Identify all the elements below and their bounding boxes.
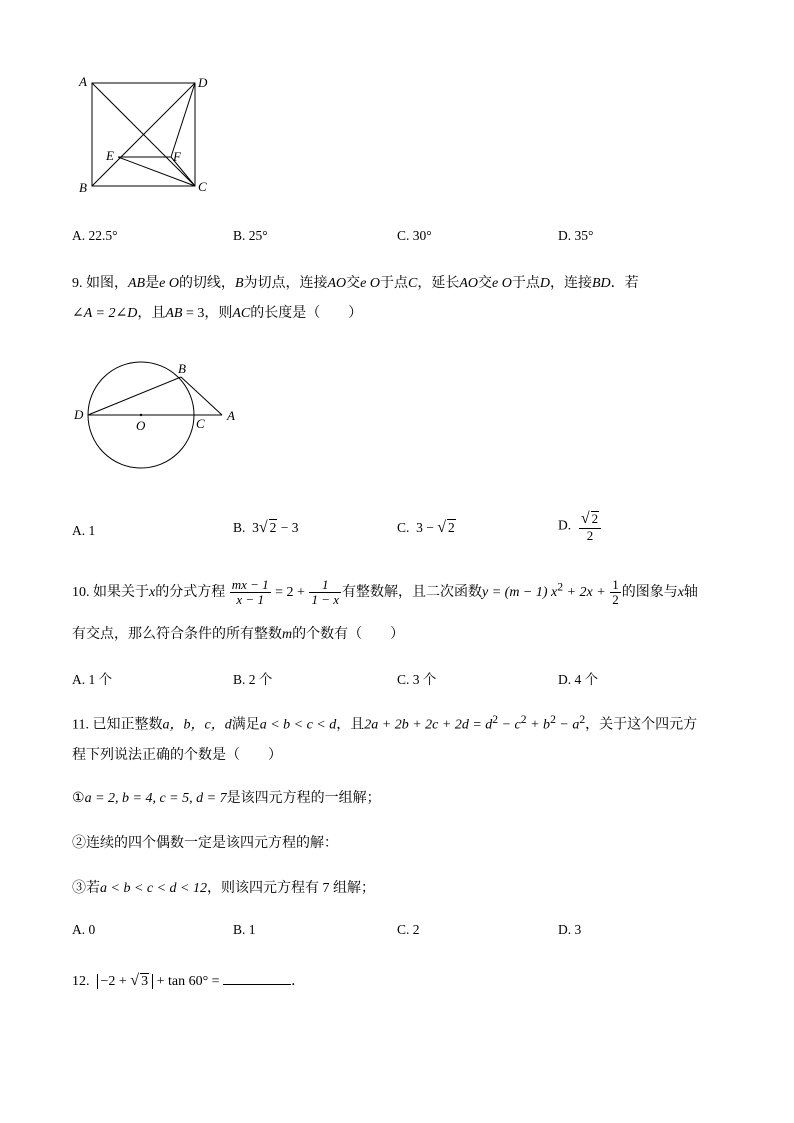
q11-option-d[interactable]: D. 3 xyxy=(558,922,582,937)
answer-blank[interactable] xyxy=(223,972,291,985)
q10-option-d[interactable]: D. 4 个 xyxy=(558,672,599,687)
label-b: B xyxy=(79,180,87,195)
q9-option-b[interactable]: B. 3√ 2 − 3 xyxy=(233,519,299,536)
q11-stem-line2: 程下列说法正确的个数是（ ） xyxy=(72,748,282,763)
segment-df xyxy=(171,83,195,157)
q9-option-c[interactable]: C. 3 − √ 2 xyxy=(397,519,455,536)
q9-stem-line2: ∠A = 2∠D，且AB = 3，则AC的长度是（ ） xyxy=(72,306,363,321)
label-f: F xyxy=(173,149,181,164)
q11-statement-3: ③若a < b < c < d < 12，则该四元方程有 7 组解； xyxy=(72,881,376,896)
q9-option-a[interactable]: A. 1 xyxy=(72,523,96,538)
q11-option-b[interactable]: B. 1 xyxy=(233,922,256,937)
q10-stem-line2: 有交点，那么符合条件的所有整数m的个数有（ ） xyxy=(72,627,405,642)
q10-option-c[interactable]: C. 3 个 xyxy=(397,672,437,687)
label-c: C xyxy=(198,179,207,194)
label-a: A xyxy=(79,74,87,89)
q9-option-d[interactable]: D. $\frac{√ 2}{2}$ xyxy=(558,510,602,543)
q11-stem-line1: 11. 已知正整数a，b，c，d满足a < b < c < d，且$2a + 2b + 2c + 2d = d^2 - c^2 + b^2 - a^2$，关于这个四元方 xyxy=(72,713,698,733)
q11-statement-2: ②连续的四个偶数一定是该四元方程的解： xyxy=(72,836,338,851)
q11-option-c[interactable]: C. 2 xyxy=(397,922,420,937)
q10-stem-line1: 10. 如果关于x的分式方程 $\frac{mx - 1}{x - 1}$ = 2 + $\frac{1}{1 - x}$ 有整数解，且二次函数y = (m − 1) $x^2 + 2x$ + $\frac{1}{2}$ 的图象与x轴 xyxy=(72,577,698,608)
label-e: E xyxy=(106,148,114,163)
segment-db xyxy=(88,377,181,415)
q8-option-c[interactable]: C. 30° xyxy=(397,228,432,243)
q9-stem-line1: 9. 如图，AB是e O的切线，B为切点，连接AO交e O于点C，延长AO交e O于点D，连接BD．若 xyxy=(72,276,639,291)
label-d: D xyxy=(74,407,84,422)
q8-option-d[interactable]: D. 35° xyxy=(558,228,594,243)
q10-option-a[interactable]: A. 1 个 xyxy=(72,672,113,687)
figure-square xyxy=(74,70,214,200)
center-dot xyxy=(140,414,142,416)
q11-statement-1: ①a = 2, b = 4, c = 5, d = 7是该四元方程的一组解； xyxy=(72,791,381,806)
abs-value-expression: −2 + √ 3 xyxy=(97,974,154,989)
label-a: A xyxy=(227,408,235,423)
q12-stem: 12. −2 + √ 3 + tan 60° = ． xyxy=(72,972,306,989)
segment-ba xyxy=(181,377,222,415)
q8-option-b[interactable]: B. 25° xyxy=(233,228,268,243)
q8-option-a[interactable]: A. 22.5° xyxy=(72,228,118,243)
q10-option-b[interactable]: B. 2 个 xyxy=(233,672,273,687)
label-c: C xyxy=(196,416,205,431)
q11-option-a[interactable]: A. 0 xyxy=(72,922,96,937)
label-d: D xyxy=(198,75,208,90)
figure-circle xyxy=(70,355,245,475)
label-o: O xyxy=(136,418,146,433)
label-b: B xyxy=(178,361,186,376)
